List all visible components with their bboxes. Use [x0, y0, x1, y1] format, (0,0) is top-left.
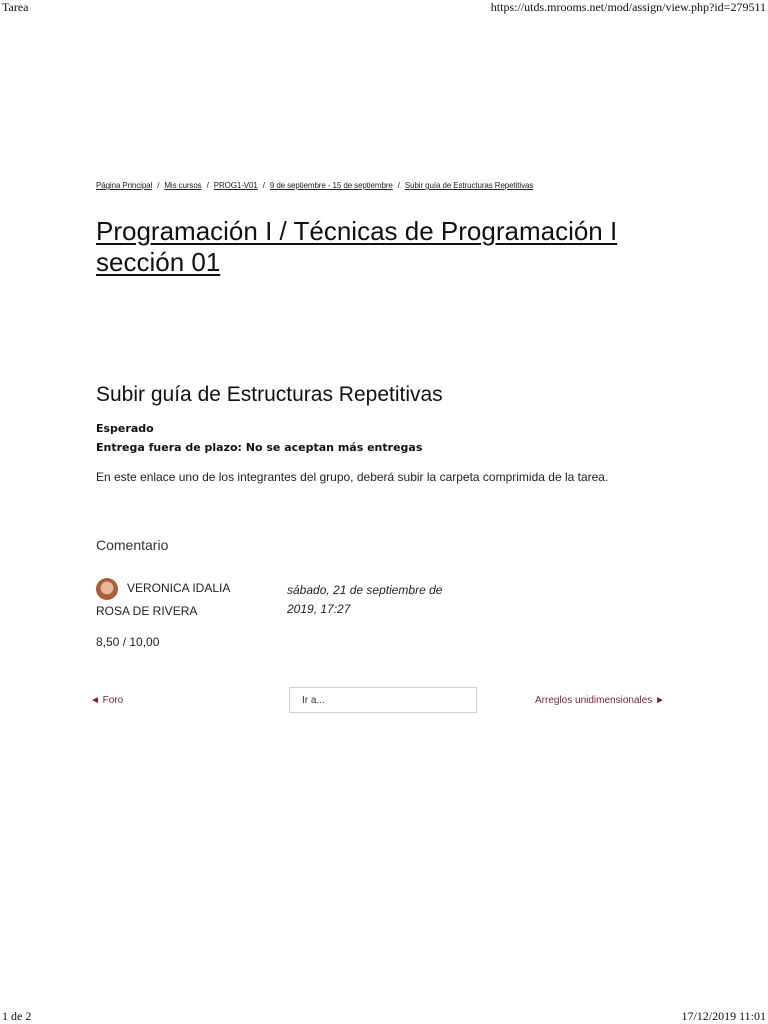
- breadcrumb-assignment[interactable]: Subir guía de Estructuras Repetitivas: [404, 181, 534, 190]
- comment-heading: Comentario: [96, 537, 169, 553]
- prev-activity-link[interactable]: ◄ Foro: [90, 695, 124, 706]
- course-title-link[interactable]: Programación I / Técnicas de Programación I sección 01: [96, 216, 618, 277]
- course-title: [96, 216, 656, 278]
- breadcrumb-separator: /: [397, 181, 400, 190]
- breadcrumb-week[interactable]: 9 de septiembre - 15 de septiembre: [269, 181, 393, 190]
- comment-author-surname: ROSA DE RIVERA: [96, 604, 198, 618]
- breadcrumb: [96, 181, 533, 190]
- breadcrumb-separator: /: [206, 181, 209, 190]
- status-label: Esperado: [96, 422, 154, 435]
- assignment-description: En este enlace uno de los integrantes del grupo, deberá subir la carpeta comprimida de la tarea.: [96, 470, 609, 484]
- breadcrumb-separator: /: [262, 181, 265, 190]
- breadcrumb-my-courses[interactable]: Mis cursos: [164, 181, 202, 190]
- breadcrumb-home[interactable]: Página Principal: [96, 181, 153, 190]
- breadcrumb-course[interactable]: PROG1-V01: [213, 181, 258, 190]
- print-datetime: 17/12/2019 11:01: [681, 1009, 766, 1023]
- grade-value: 8,50 / 10,00: [96, 635, 160, 649]
- submission-status: Entrega fuera de plazo: No se aceptan más entregas: [96, 441, 423, 454]
- assignment-title: Subir guía de Estructuras Repetitivas: [96, 383, 443, 406]
- page-number: 1 de 2: [2, 1009, 32, 1023]
- comment-author: VERONICA IDALIA: [127, 581, 231, 595]
- next-activity-link[interactable]: Arreglos unidimensionales ►: [535, 695, 665, 706]
- print-page-title: Tarea: [2, 0, 29, 14]
- jump-to-select[interactable]: Ir a...: [289, 687, 477, 713]
- avatar: [96, 578, 118, 600]
- comment-date: sábado, 21 de septiembre de 2019, 17:27: [287, 583, 443, 616]
- print-url: https://utds.mrooms.net/mod/assign/view.php?id=279511: [490, 0, 766, 14]
- breadcrumb-separator: /: [157, 181, 160, 190]
